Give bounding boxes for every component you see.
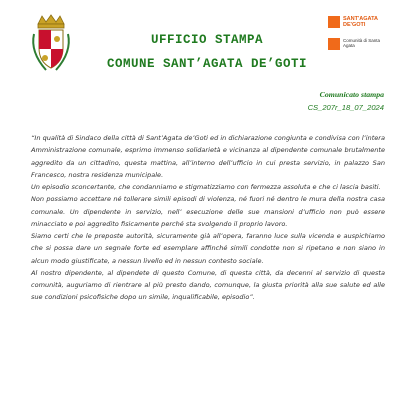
office-title: UFFICIO STAMPA: [150, 33, 264, 47]
paragraph: Non possiamo accettare né tollerare simili episodi di violenza, né fuori né dentro le mura della nostra casa comunale. Un dipendente in servizio, nell’ esecuzione delle sue mansioni d’ufficio non può essere minacciato e poi aggredito fisicamente perché sta svolgendo il proprio lavoro.: [31, 195, 385, 228]
press-release-body: [31, 132, 385, 304]
logo-square-icon: [328, 38, 340, 50]
paragraph: “In qualità di Sindaco della città di Sant’Agata de’Goti ed in dichiarazione congiunta e condivisa con l’intera Amministrazione comunale, esprimo immenso solidarietà e vicinanza al dipendente comunale brutalmente aggredito da un cittadino, questa mattina, all’interno dell’ufficio in cui presta servizio, in palazzo San Francesco, nostra residenza municipale.: [31, 134, 385, 179]
paragraph: Al nostro dipendente, al dipendete di questo Comune, di questa città, da decenni al servizio di questa comunità, auguriamo di rientrare al più presto dando, comunque, la giusta priorità alla sue salute ed alle sue condizioni psicofisiche dopo un simile, inqualificabile, episodio”.: [31, 268, 385, 302]
logo-text-secondary: Comunità di Santa Agata: [343, 38, 381, 48]
press-release-code: CS_207r_18_07_2024: [307, 103, 384, 112]
logo-square-icon: [328, 16, 340, 28]
logo-text-primary: SANT'AGATA DE'GOTI: [343, 16, 378, 28]
municipality-logo: [328, 14, 386, 64]
municipality-title: COMUNE SANT’AGATA DE’GOTI: [106, 57, 308, 71]
paragraph: Un episodio sconcertante, che condanniamo e stigmatizziamo con fermezza assoluta e che ci lascia basiti.: [31, 183, 381, 191]
press-release-label: Comunicato stampa: [319, 90, 384, 99]
paragraph: Siamo certi che le preposte autorità, sicuramente già all’opera, faranno luce sulla vicenda e auspichiamo che si possa dare un segnale forte ed esemplare affinché simili condotte non si ripetano e non siano in alcun modo giustificate, a nessun livello ed in nessun contesto sociale.: [31, 232, 385, 265]
